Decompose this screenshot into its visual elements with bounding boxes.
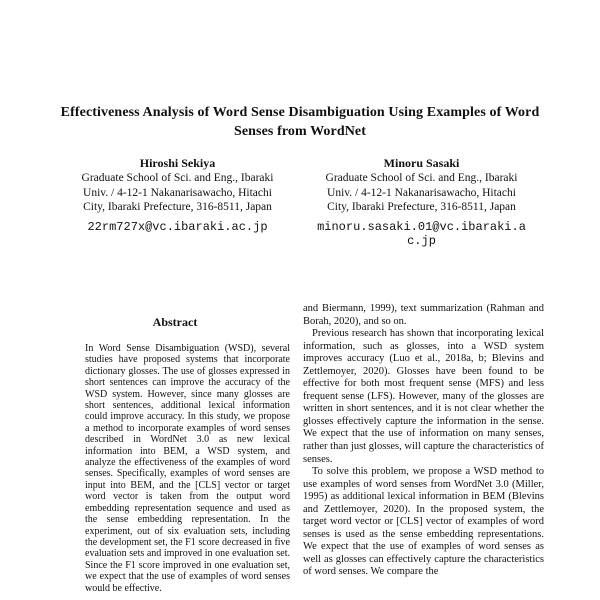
- affiliation-line: City, Ibaraki Prefecture, 316-8511, Japan: [327, 201, 516, 213]
- author-affiliation: [300, 171, 543, 215]
- affiliation-line: Graduate School of Sci. and Eng., Ibaraki: [325, 172, 518, 184]
- abstract-heading: Abstract: [152, 315, 198, 329]
- author-email: minoru.sasaki.01@vc.ibaraki.ac.jp: [317, 219, 526, 248]
- affiliation-line: Graduate School of Sci. and Eng., Ibaraki: [81, 172, 274, 184]
- body-paragraph: Previous research has shown that incorporating lexical information, such as glosses, into a WSD system improves accuracy (Luo et al., 2018a, b; Blevins and Zettlemoyer, 2020). Glosses have been found to be effective for both most frequent sense (MFS) and less frequent sense (LFS). However, many of the glosses are written in short sentences, and it is not clear whether the glosses effectively capture the information in the sense. We expect that the use of information on many senses, rather than just glosses, will capture the characteristics of senses.: [303, 328, 544, 465]
- abstract-text: In Word Sense Disambiguation (WSD), several studies have proposed systems that incorporate dictionary glosses. The use of glosses expressed in short sentences can improve the accuracy of the WSD system. However, since many glosses are short sentences, additional lexical information could improve accuracy. In this study, we propose a method to incorporate examples of word senses described in WordNet 3.0 as new lexical information into BEM, a WSD system, and analyze the effectiveness of the examples of word senses. Specifically, examples of word senses are input into BEM, and the [CLS] vector or target word vector is taken from the output word embedding representation sequence and used as the sense embedding representation. In the experiment, out of six evaluation sets, including the development set, the F1 score decreased in five evaluation sets and improved in one evaluation set. Since the F1 score improved in one evaluation set, we expect that the use of examples of word senses would be effective.: [85, 343, 290, 594]
- author-name: Minoru Sasaki: [383, 156, 460, 170]
- abstract-column: [60, 315, 290, 594]
- author-email: 22rm727x@vc.ibaraki.ac.jp: [87, 219, 268, 234]
- affiliation-line: Univ. / 4-12-1 Nakanarisawacho, Hitachi: [83, 186, 272, 199]
- paper-title: Effectiveness Analysis of Word Sense Disambiguation Using Examples of Word Senses from WordNet: [60, 105, 540, 140]
- body-paragraph: To solve this problem, we propose a WSD method to use examples of word senses from WordNet 3.0 (Miller, 1995) as additional lexical information in BEM (Blevins and Zettlemoyer, 2020). In the proposed system, the target word vector or [CLS] vector of examples of word senses is used as the sense embedding representations. We expect that the use of examples of word senses as well as glosses can effectively capture the characteristics of word senses. We compare the: [303, 466, 544, 578]
- authors-row: [0, 156, 600, 248]
- author-block-sekiya: [60, 156, 295, 248]
- affiliation-line: Univ. / 4-12-1 Nakanarisawacho, Hitachi: [327, 186, 516, 199]
- author-block-sasaki: [300, 156, 543, 248]
- body-right-column: [303, 303, 544, 579]
- body-paragraph: and Biermann, 1999), text summarization (Rahman and Borah, 2020), and so on.: [303, 303, 544, 327]
- author-name: Hiroshi Sekiya: [139, 156, 216, 170]
- author-affiliation: [60, 171, 295, 215]
- affiliation-line: City, Ibaraki Prefecture, 316-8511, Japan: [83, 201, 272, 213]
